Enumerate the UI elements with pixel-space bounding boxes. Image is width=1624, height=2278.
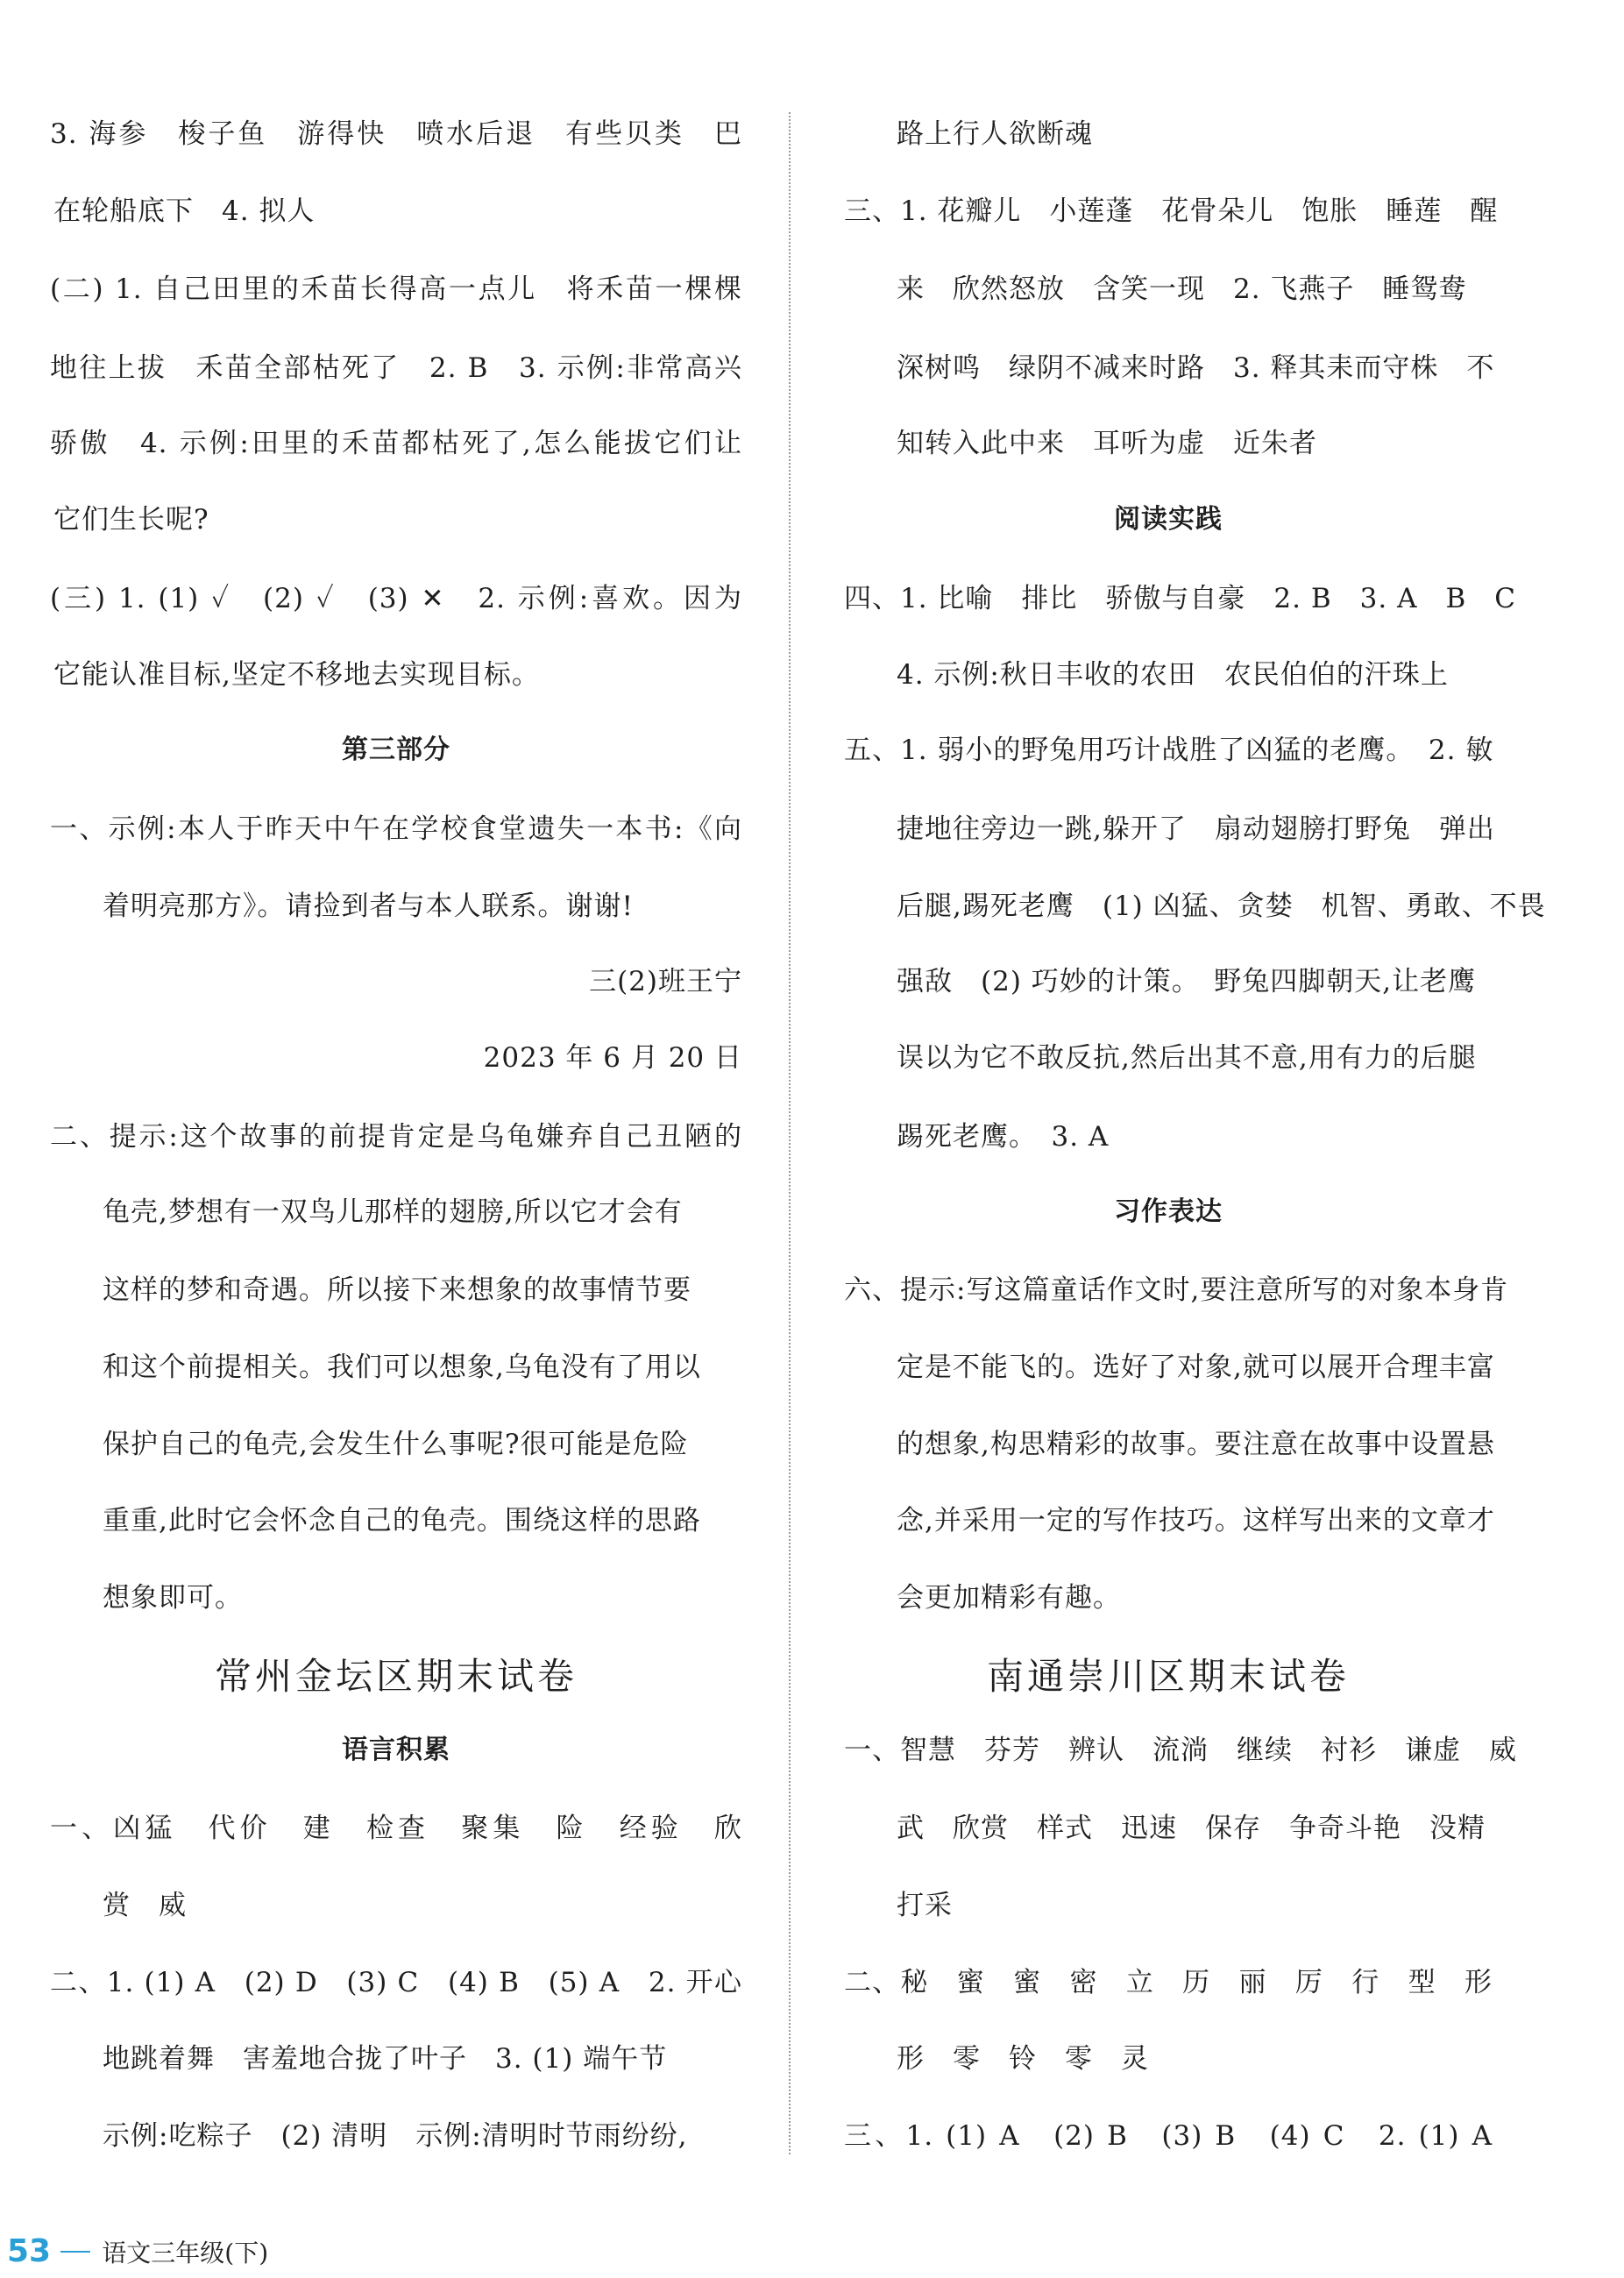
section-title: 常州金坛区期末试卷 — [214, 1655, 578, 1698]
answer-line: 踢死老鹰。 3. A — [897, 1121, 1110, 1153]
answer-line: 五、1. 弱小的野兔用巧计战胜了凶猛的老鹰。 2. 敏 — [844, 734, 1494, 766]
answer-line: 的想象,构思精彩的故事。要注意在故事中设置悬 — [897, 1429, 1495, 1460]
section-heading: 习作表达 — [1114, 1196, 1223, 1227]
answer-line: 强敌 (2) 巧妙的计策。 野兔四脚朝天,让老鹰 — [897, 966, 1477, 997]
answer-line: 定是不能飞的。选好了对象,就可以展开合理丰富 — [897, 1352, 1495, 1383]
answer-line: 六、提示:写这篇童话作文时,要注意所写的对象本身肯 — [844, 1274, 1509, 1306]
footer-separator — [60, 2251, 90, 2253]
answer-line: 赏 威 — [103, 1890, 187, 1921]
answer-line: 三、1. 花瓣儿 小莲蓬 花骨朵儿 饱胀 睡莲 醒 — [844, 195, 1499, 227]
answer-line: 会更加精彩有趣。 — [897, 1582, 1121, 1614]
section-heading: 阅读实践 — [1114, 504, 1223, 535]
section-heading: 第三部分 — [342, 734, 450, 765]
answer-line: 后腿,踢死老鹰 (1) 凶猛、贪婪 机智、勇敢、不畏 — [897, 891, 1546, 922]
answer-line: 四、1. 比喻 排比 骄傲与自豪 2. B 3. A B C — [844, 583, 1516, 614]
column-divider — [789, 112, 791, 2154]
answer-line: 来 欣然怒放 含笑一现 2. 飞燕子 睡鸳鸯 — [897, 273, 1467, 305]
answer-line: 2023 年 6 月 20 日 — [483, 1042, 742, 1074]
answer-line: 深树鸣 绿阴不减来时路 3. 释其耒而守株 不 — [897, 352, 1495, 384]
answer-line: 它能认准目标,坚定不移地去实现目标。 — [53, 659, 540, 691]
section-title: 南通崇川区期末试卷 — [986, 1655, 1350, 1698]
answer-line: 打采 — [897, 1890, 953, 1921]
answer-line: 地跳着舞 害羞地合拢了叶子 3. (1) 端午节 — [103, 2043, 668, 2075]
answer-line: 地往上拔 禾苗全部枯死了 2. B 3. 示例:非常高兴 — [50, 352, 742, 384]
answer-line: 念,并采用一定的写作技巧。这样写出来的文章才 — [897, 1505, 1495, 1536]
answer-line: 二、1. (1) A (2) D (3) C (4) B (5) A 2. 开心 — [50, 1967, 742, 1998]
answer-line: 武 欣赏 样式 迅速 保存 争奇斗艳 没精 — [897, 1813, 1486, 1844]
answer-line: 误以为它不敢反抗,然后出其不意,用有力的后腿 — [897, 1042, 1477, 1074]
answer-line: 三、1. (1) A (2) B (3) B (4) C 2. (1) A — [844, 2120, 1493, 2152]
answer-line: 捷地往旁边一跳,躲开了 扇动翅膀打野兔 弹出 — [897, 813, 1495, 845]
answer-line: 和这个前提相关。我们可以想象,乌龟没有了用以 — [103, 1352, 701, 1383]
answer-line: 保护自己的龟壳,会发生什么事呢?很可能是危险 — [103, 1429, 689, 1460]
answer-line: (二) 1. 自己田里的禾苗长得高一点儿 将禾苗一棵棵 — [50, 273, 742, 305]
page-number: 53 — [7, 2233, 52, 2269]
answer-line: 二、提示:这个故事的前提肯定是乌龟嫌弃自己丑陋的 — [50, 1121, 742, 1153]
answer-line: 一、智慧 芬芳 辨认 流淌 继续 衬衫 谦虚 威 — [844, 1735, 1517, 1766]
answer-line: 一、凶猛 代价 建 检查 聚集 险 经验 欣 — [50, 1813, 742, 1844]
answer-line: 一、示例:本人于昨天中午在学校食堂遗失一本书:《向 — [50, 813, 742, 845]
answer-line: 着明亮那方》。请捡到者与本人联系。谢谢! — [103, 891, 634, 922]
answer-line: 三(2)班王宁 — [589, 966, 742, 997]
answer-line: 3. 海参 梭子鱼 游得快 喷水后退 有些贝类 巴 — [50, 118, 742, 150]
book-title: 语文三年级(下) — [102, 2239, 269, 2267]
answer-line: 4. 示例:秋日丰收的农田 农民伯伯的汗珠上 — [897, 659, 1449, 691]
answer-line: 重重,此时它会怀念自己的龟壳。围绕这样的思路 — [103, 1505, 701, 1536]
answer-line: 这样的梦和奇遇。所以接下来想象的故事情节要 — [103, 1274, 691, 1306]
page-footer — [7, 2232, 268, 2272]
answer-line: 龟壳,梦想有一双鸟儿那样的翅膀,所以它才会有 — [103, 1196, 683, 1228]
answer-line: 想象即可。 — [103, 1582, 243, 1614]
answer-line: 二、秘 蜜 蜜 密 立 历 丽 厉 行 型 形 — [844, 1967, 1493, 1998]
section-heading: 语言积累 — [342, 1735, 450, 1765]
answer-line: (三) 1. (1) ✓ (2) ✓ (3) ✕ 2. 示例:喜欢。因为 — [50, 583, 742, 614]
answer-line: 路上行人欲断魂 — [897, 118, 1093, 150]
answer-line: 它们生长呢? — [53, 504, 209, 536]
answer-line: 在轮船底下 4. 拟人 — [53, 195, 316, 227]
answer-line: 形 零 铃 零 灵 — [897, 2043, 1149, 2075]
answer-line: 骄傲 4. 示例:田里的禾苗都枯死了,怎么能拔它们让 — [50, 428, 742, 459]
answer-line: 知转入此中来 耳听为虚 近朱者 — [897, 428, 1317, 459]
answer-line: 示例:吃粽子 (2) 清明 示例:清明时节雨纷纷, — [103, 2120, 688, 2152]
